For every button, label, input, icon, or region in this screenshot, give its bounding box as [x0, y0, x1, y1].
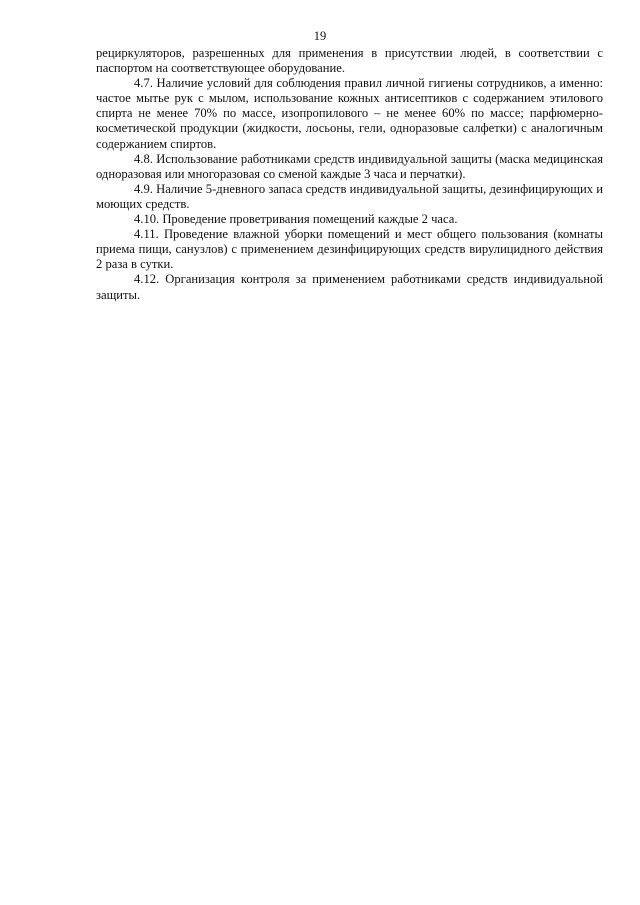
page-number: 19 — [313, 29, 327, 43]
paragraph-4-8: 4.8. Использование работниками средств индивидуальной защиты (маска медицинская одноразовая или многоразовая со сменой каждые 3 часа и перчатки). — [96, 151, 603, 181]
paragraph-4-12: 4.12. Организация контроля за применением работниками средств индивидуальной защиты. — [96, 272, 603, 302]
paragraph-4-9: 4.9. Наличие 5-дневного запаса средств индивидуальной защиты, дезинфицирующих и моющих средств. — [96, 181, 603, 211]
paragraph-4-10: 4.10. Проведение проветривания помещений каждые 2 часа. — [134, 212, 458, 227]
paragraph-continuation: рециркуляторов, разрешенных для применения в присутствии людей, в соответствии с паспортом на соответствующее оборудование. — [96, 46, 603, 76]
document-body — [96, 46, 603, 303]
paragraph-4-11: 4.11. Проведение влажной уборки помещений и мест общего пользования (комнаты приема пищи, санузлов) с применением дезинфицирующих средств вирулицидного действия 2 раза в сутки. — [96, 227, 603, 272]
paragraph-4-7: 4.7. Наличие условий для соблюдения правил личной гигиены сотрудников, а именно: частое мытье рук с мылом, использование кожных антисептиков с содержанием этилового спирта не менее 70% по массе, изопропилового – не менее 60% по массе; парфюмерно-косметической продукции (жидкости, лосьоны, гели, одноразовые салфетки) с аналогичным содержанием спиртов. — [96, 76, 603, 151]
